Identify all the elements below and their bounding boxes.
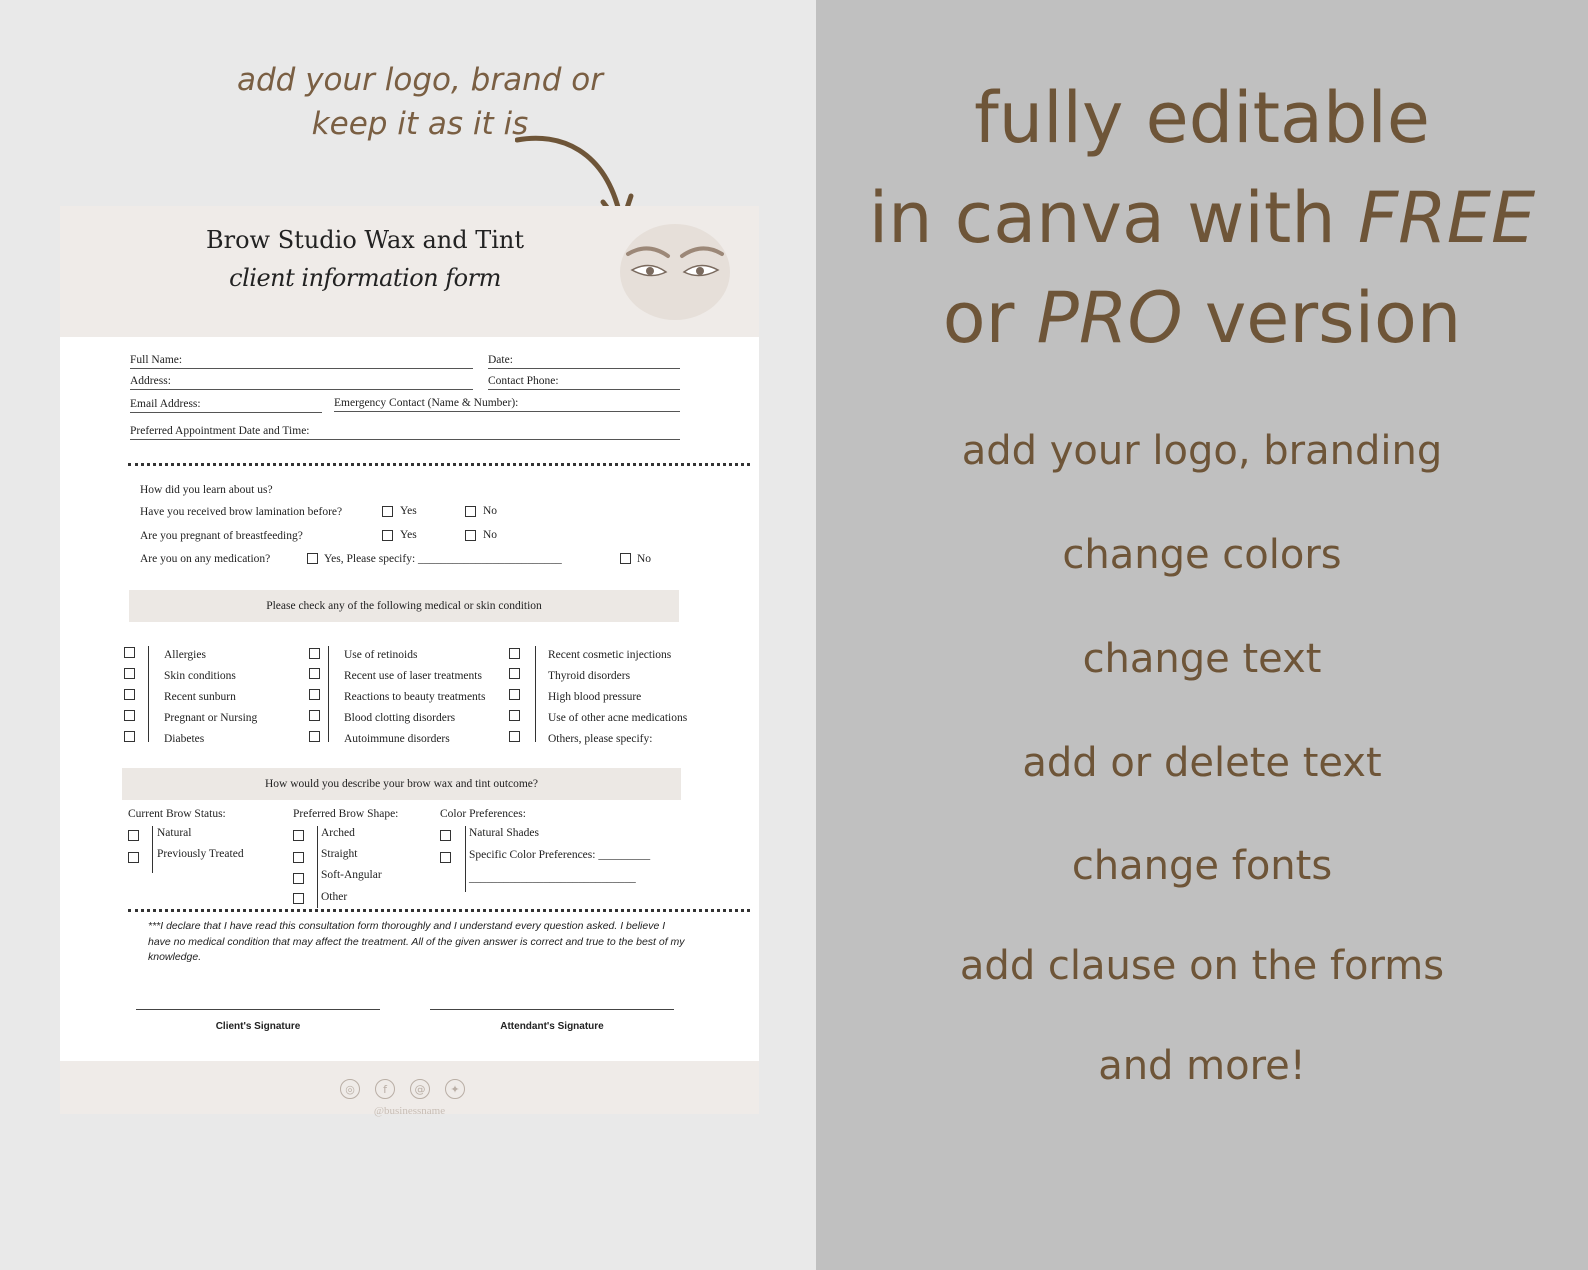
condition-label: High blood pressure (548, 691, 642, 703)
contact-phone-line[interactable] (488, 389, 680, 390)
twitter-icon[interactable]: ✦ (445, 1079, 465, 1099)
pregnant-no-label: No (483, 529, 498, 541)
condition-checkbox[interactable] (509, 648, 520, 659)
condition-label: Recent use of laser treatments (344, 670, 482, 682)
address-label: Address: (130, 375, 171, 387)
condition-label: Others, please specify: (548, 733, 653, 745)
brow-shape-option: Straight (321, 848, 358, 860)
condition-label: Allergies (164, 649, 206, 661)
preferred-appt-label: Preferred Appointment Date and Time: (130, 425, 310, 437)
learn-question: How did you learn about us? (140, 484, 273, 496)
pregnant-question: Are you pregnant of breastfeeding? (140, 530, 303, 542)
pregnant-no-checkbox[interactable] (465, 530, 476, 541)
brow-shape-checkbox[interactable] (293, 873, 304, 884)
color-pref-option: Natural Shades (469, 827, 539, 839)
feature-item: change colors (1062, 532, 1342, 578)
condition-checkbox[interactable] (509, 731, 520, 742)
outcome-band: How would you describe your brow wax and tint outcome? (122, 768, 681, 800)
condition-label: Use of retinoids (344, 649, 418, 661)
headline-line-3c: version (1182, 277, 1462, 359)
brow-shape-checkbox[interactable] (293, 852, 304, 863)
eyes-icon (620, 224, 730, 320)
condition-label: Use of other acne medications (548, 712, 688, 724)
attendant-signature-label: Attendant's Signature (500, 1021, 604, 1032)
contact-phone-label: Contact Phone: (488, 375, 559, 387)
condition-checkbox[interactable] (124, 668, 135, 679)
headline-line-3 (816, 268, 1588, 368)
condition-checkbox[interactable] (309, 710, 320, 721)
condition-checkbox[interactable] (309, 689, 320, 700)
color-pref-checkbox[interactable] (440, 830, 451, 841)
form-title: Brow Studio Wax and Tint (206, 226, 524, 254)
condition-label: Recent sunburn (164, 691, 236, 703)
lamination-no-label: No (483, 505, 498, 517)
brow-shape-bar (317, 826, 318, 908)
pregnant-yes-checkbox[interactable] (382, 530, 393, 541)
preferred-appt-line[interactable] (130, 439, 680, 440)
feature-item: add or delete text (1022, 740, 1382, 786)
brow-shape-label: Preferred Brow Shape: (293, 808, 399, 820)
address-line[interactable] (130, 389, 473, 390)
lamination-yes-label: Yes (400, 505, 417, 517)
headline-line-2a: in canva with (868, 177, 1358, 259)
condition-label: Pregnant or Nursing (164, 712, 258, 724)
brow-shape-option: Soft-Angular (321, 869, 382, 881)
condition-checkbox[interactable] (124, 731, 135, 742)
medication-no-label: No (637, 553, 652, 565)
feature-item: and more! (1098, 1043, 1306, 1089)
color-pref-blank[interactable]: _____________________________ (469, 872, 636, 884)
headline-line-1: fully editable (974, 77, 1430, 159)
lamination-question: Have you received brow lamination before? (140, 506, 343, 518)
color-pref-option: Specific Color Preferences: _________ (469, 849, 651, 861)
instagram-icon[interactable]: ◎ (340, 1079, 360, 1099)
feature-item: add clause on the forms (959, 943, 1445, 989)
condition-label: Blood clotting disorders (344, 712, 456, 724)
medication-yes-checkbox[interactable] (307, 553, 318, 564)
condition-checkbox[interactable] (309, 648, 320, 659)
color-pref-bar (465, 826, 466, 892)
emergency-label: Emergency Contact (Name & Number): (334, 397, 519, 409)
condition-checkbox[interactable] (509, 668, 520, 679)
headline-line-2 (816, 168, 1588, 268)
medication-no-checkbox[interactable] (620, 553, 631, 564)
facebook-icon[interactable]: f (375, 1079, 395, 1099)
condition-label: Thyroid disorders (548, 670, 631, 682)
form-subtitle: client information form (229, 264, 501, 292)
condition-label: Skin conditions (164, 670, 236, 682)
conditions-col2-bar (328, 646, 329, 742)
callout-line-2: keep it as it is (311, 106, 529, 142)
feature-item: change text (1082, 636, 1322, 682)
condition-checkbox[interactable] (309, 668, 320, 679)
form-header (60, 206, 759, 337)
headline-pro: PRO (1036, 277, 1183, 359)
full-name-label: Full Name: (130, 354, 183, 366)
attendant-signature-line[interactable] (430, 1009, 674, 1010)
date-line[interactable] (488, 368, 680, 369)
client-signature-label: Client's Signature (215, 1021, 301, 1032)
conditions-col1-bar (148, 646, 149, 742)
brow-status-option: Previously Treated (157, 848, 244, 860)
emergency-line[interactable] (334, 411, 680, 412)
brow-shape-option: Other (321, 891, 348, 903)
callout-line-1: add your logo, brand or (236, 62, 603, 98)
client-signature-line[interactable] (136, 1009, 380, 1010)
condition-checkbox[interactable] (124, 647, 135, 658)
condition-checkbox[interactable] (124, 710, 135, 721)
brow-status-label: Current Brow Status: (128, 808, 226, 820)
pregnant-yes-label: Yes (400, 529, 417, 541)
divider-dotted (128, 463, 750, 466)
brow-eyes-logo (620, 224, 730, 320)
condition-label: Reactions to beauty treatments (344, 691, 486, 703)
condition-checkbox[interactable] (124, 689, 135, 700)
divider-dotted (128, 909, 750, 912)
headline-free: FREE (1357, 177, 1536, 259)
condition-checkbox[interactable] (509, 689, 520, 700)
medication-question: Are you on any medication? (140, 553, 271, 565)
brow-shape-checkbox[interactable] (293, 830, 304, 841)
brow-status-checkbox[interactable] (128, 852, 139, 863)
feature-item: change fonts (1071, 843, 1333, 889)
brow-status-checkbox[interactable] (128, 830, 139, 841)
pinterest-icon[interactable]: @ (410, 1079, 430, 1099)
medication-yes-specify: Yes, Please specify: _________________________ (324, 553, 562, 565)
full-name-line[interactable] (130, 368, 473, 369)
lamination-yes-checkbox[interactable] (382, 506, 393, 517)
declaration-text: ***I declare that I have read this consultation form thoroughly and I understand every question asked. I believe I have no medical condition that may affect the treatment. All of the given answer is correct and true to the best of my knowledge. (148, 920, 685, 963)
email-line[interactable] (130, 412, 322, 413)
brow-shape-checkbox[interactable] (293, 893, 304, 904)
condition-label: Autoimmune disorders (344, 733, 450, 745)
condition-checkbox[interactable] (309, 731, 320, 742)
condition-label: Diabetes (164, 733, 205, 745)
feature-item: add your logo, branding (961, 428, 1443, 474)
brow-status-bar (152, 826, 153, 873)
email-label: Email Address: (130, 398, 201, 410)
condition-checkbox[interactable] (509, 710, 520, 721)
conditions-col3-bar (535, 646, 536, 742)
brow-shape-option: Arched (321, 827, 355, 839)
date-label: Date: (488, 354, 513, 366)
lamination-no-checkbox[interactable] (465, 506, 476, 517)
social-handle: @businessname (373, 1105, 446, 1117)
right-panel (816, 0, 1588, 1270)
condition-label: Recent cosmetic injections (548, 649, 672, 661)
color-pref-label: Color Preferences: (440, 808, 526, 820)
client-form-document (60, 206, 759, 1117)
brow-status-option: Natural (157, 827, 192, 839)
medical-conditions-band: Please check any of the following medical or skin condition (129, 590, 679, 622)
headline-line-3a: or (942, 277, 1037, 359)
color-pref-checkbox[interactable] (440, 852, 451, 863)
